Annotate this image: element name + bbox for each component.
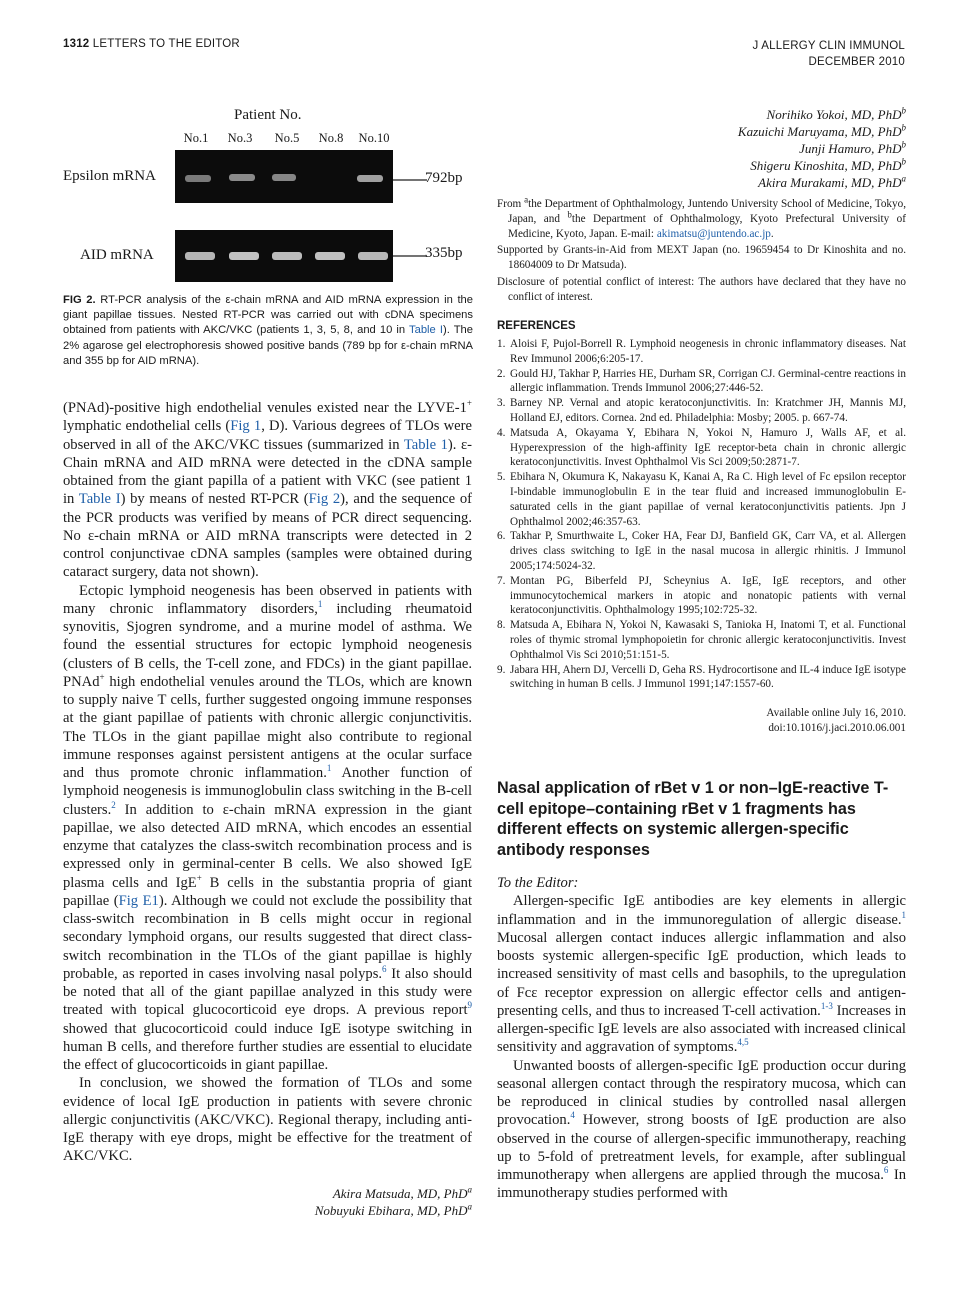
right-signatures	[497, 106, 906, 191]
reference-item: 5. Ebihara N, Okumura K, Nakayasu K, Kanai A, Ra C. High level of Fc epsilon receptor I-bindable immunoglobulin E in the tear fluid and increased immunoglobulin E-saturated cells in the giant papillae of vernal keratoconjunctivitis patients. Jpn J Ophthalmol 2002;46:357-63.	[497, 471, 906, 528]
figure-caption: FIG 2. RT-PCR analysis of the ε-chain mRNA and AID mRNA expression in the giant papillae tissues. Nested RT-PCR was carried out with cDNA specimens obtained from patients with AKC/VKC (patients 1, 3, 5, 8, and 10 in Table I). The 2% agarose gel electrophoresis showed positive bands (789 bp for ε-chain mRNA and 355 bp for AID mRNA).	[63, 294, 473, 367]
figure-link[interactable]: Fig E1	[118, 892, 159, 909]
journal-name: J ALLERGY CLIN IMMUNOL	[752, 40, 905, 52]
issue-date: DECEMBER 2010	[808, 56, 905, 68]
ref-link[interactable]: 4,5	[737, 1037, 749, 1048]
paragraph: In conclusion, we showed the formation of TLOs and some evidence of local IgE production in patients with severe chronic allergic conjunctivitis (AKC/VKC). Regional therapy, including anti-IgE therapy with eye drops, might be effective for the treatment of AKC/VKC.	[63, 1075, 472, 1165]
running-header-right	[753, 38, 905, 70]
paragraph: (PNAd)-positive high endothelial venules existed near the LYVE-1+ lymphatic endothelial cells (Fig 1, D). Various degrees of TLOs were observed in all of the AKC/VKC tissues (summarized in Table 1). ε-Chain mRNA and AID mRNA were detected in the cDNA sample obtained from the giant papilla of a patient with VKC (see patient 1 in Table I) by means of nested RT-PCR (Fig 2), and the sequence of the PCR products was verified by means of PCR direct sequencing. No ε-chain mRNA or AID mRNA transcripts were detected in 2 control conjunctivae cDNA samples (samples were obtained during cataract surgery, data not shown).	[63, 398, 472, 581]
page-number: 1312	[63, 38, 90, 50]
lane-label: No.8	[318, 131, 344, 145]
ref-link[interactable]: 6	[382, 963, 387, 974]
lane-label: No.1	[183, 131, 209, 145]
epsilon-gel	[175, 150, 393, 203]
lane-label: No.5	[274, 131, 300, 145]
author-signature: Akira Murakami, MD, PhD$^a$	[758, 173, 906, 190]
aid-gel	[175, 230, 393, 282]
caption-label: FIG 2.	[63, 294, 96, 306]
author-signature: Norihiko Yokoi, MD, PhD$^b$	[766, 105, 906, 122]
ref-link[interactable]: 6	[883, 1165, 889, 1176]
right-column-body	[497, 874, 906, 1203]
figure-link[interactable]: Fig 2	[308, 491, 341, 508]
reference-item: 1. Aloisi F, Pujol-Borrell R. Lymphoid neogenesis in chronic inflammatory diseases. Nat Rev Immunol 2006;6:205-17.	[497, 338, 906, 365]
ref-link[interactable]: 1	[901, 909, 906, 920]
reference-item: 2. Gould HJ, Takhar P, Harries HE, Durham SR, Corrigan CJ. Germinal-centre reactions in allergic inflammation. Trends Immunol 2006;27:446-52.	[497, 367, 906, 395]
lane-label: No.10	[358, 131, 390, 145]
reference-item: 3. Barney NP. Vernal and atopic keratoconjunctivitis. In: Kratchmer JH, Mannis MJ, Holland EJ, editors. Cornea. 2nd ed. Philadelphia: Mosby; 2005. p. 667-74.	[497, 397, 906, 424]
ref-link[interactable]: 1	[317, 598, 323, 609]
section-name: LETTERS TO THE EDITOR	[92, 38, 240, 50]
figure-title: Patient No.	[234, 107, 302, 123]
epsilon-band-size: 792bp	[425, 170, 463, 186]
online-date: Available online July 16, 2010.	[766, 707, 906, 719]
article-header	[497, 778, 906, 860]
figure-2	[63, 100, 475, 290]
ref-link[interactable]: 1-3	[820, 1000, 833, 1011]
aid-row-label: AID mRNA	[80, 247, 154, 263]
article-title: Nasal application of rBet v 1 or non–IgE-reactive T-cell epitope–containing rBet v 1 fragments has different effects on systemic allergen-specific antibody responses	[497, 779, 889, 859]
reference-item: 8. Matsuda A, Ebihara N, Yokoi N, Kawasaki S, Tanioka H, Inatomi T, et al. Functional roles of thymic stromal lymphopoietin for chronic allergic keratoconjunctivitis. Invest Ophthalmol Vis Sci 2010;51:151-5.	[497, 619, 906, 661]
salutation: To the Editor:	[497, 875, 579, 891]
author-signature: Kazuichi Maruyama, MD, PhD$^b$	[737, 122, 906, 139]
reference-item: 9. Jabara HH, Ahern DJ, Vercelli D, Geha RS. Hydrocortisone and IL-4 induce IgE isotype switching in human B cells. J Immunol 1991;147:1557-60.	[497, 663, 906, 691]
ref-link[interactable]: 4	[570, 1110, 575, 1121]
references-heading: REFERENCES	[497, 320, 576, 332]
aid-band-size: 335bp	[425, 245, 463, 261]
author-signature: Shigeru Kinoshita, MD, PhD$^b$	[750, 156, 906, 173]
affiliations	[497, 194, 906, 307]
author-signature: Akira Matsuda, MD, PhD$^a$	[332, 1184, 472, 1201]
email-link[interactable]: akimatsu@juntendo.ac.jp	[656, 227, 771, 240]
table-link[interactable]: Table 1	[403, 436, 448, 453]
reference-item: 4. Matsuda A, Okayama Y, Ebihara N, Yokoi N, Hamuro J, Walls AF, et al. Hyperexpression of the high-affinity IgE receptor-beta chain in chronic allergic keratoconjunctivitis. Invest Ophthalmol Vis Sci 2009;50:2871-7.	[497, 426, 906, 469]
references-section	[497, 320, 906, 692]
running-header-left	[63, 38, 240, 50]
paragraph: Unwanted boosts of allergen-specific IgE production occur during seasonal allergen contact through the respiratory mucosa, which can be reproduced in clinical studies by controlled nasal allergen provocation.$^4$ However, strong boosts of IgE production are also observed in the course of allergen-specific immunotherapy, reaching up to 5-fold of pretreatment levels, for example, after sublingual immunotherapy when allergens are applied through the mucosa.$^6$ In immunotherapy studies performed with	[497, 1057, 906, 1202]
table-link[interactable]: Table I	[78, 491, 121, 508]
figure-link[interactable]: Fig 1	[230, 418, 262, 435]
lane-label: No.3	[227, 131, 253, 145]
disclosure-note: Disclosure of potential conflict of interest: The authors have declared that they have no conflict of interest.	[497, 275, 906, 303]
availability-note	[497, 706, 906, 736]
left-signatures	[63, 1185, 472, 1219]
author-signature: Junji Hamuro, PhD$^b$	[799, 139, 906, 156]
ref-link[interactable]: 1	[326, 763, 332, 774]
epsilon-row-label: Epsilon mRNA	[63, 168, 156, 184]
reference-item: 7. Montan PG, Biberfeld PJ, Scheynius A. IgE, IgE receptors, and other immunocytochemical markers in atopic and nonatopic patients with vernal keratoconjunctivitis. Ophthalmology 1995;102:725-32.	[497, 574, 906, 617]
references-list	[497, 337, 906, 692]
paragraph: Allergen-specific IgE antibodies are key elements in allergic inflammation and in the immunoregulation of allergic disease.$^1$ Mucosal allergen contact induces allergic inflammation and also boosts systemic allergen-specific IgE production, which leads to increased sensitivity of mast cells and basophils, to the upregulation of Fcε receptor expression on allergic effector cells and antigen-presenting cells, and thus to increased T-cell activation.$^{1-3}$ Increases in allergen-specific IgE levels are also associated with increased clinical sensitivity and aggravation of symptoms.$^{4,5}$	[497, 893, 906, 1056]
doi: doi:10.1016/j.jaci.2010.06.001	[768, 721, 906, 734]
paragraph: Ectopic lymphoid neogenesis has been observed in patients with many chronic inflammatory disorders,$^1$ including rheumatoid synovitis, Sjogren syndrome, and a murine model of asthma. We found the essential structures for ectopic lymphoid neogenesis (clusters of B cells, the T-cell zone, and FDCs) in the giant papillae. PNAd+ high endothelial venules around the TLOs, which are known to supply naive T cells, further suggested ongoing immune responses at the giant papillae of patients with chronic allergic conjunctivitis. The TLOs in the giant papillae might also contribute to regional immune responses against persistent antigens at the ocular surface and thus promote chronic inflammation.$^1$ Another function of lymphoid neogenesis is immunoglobulin class switching in the B-cell clusters.$^2$ In addition to ε-chain mRNA expression in the giant papillae, we also detected AID mRNA, which encodes an essential enzyme that catalyzes the class-switch recombination process and is expressed only in germinal-center B cells. We also showed IgE plasma cells and IgE+ B cells in the substantia propria of giant papillae (Fig E1). Although we could not exclude the possibility that class-switch recombination in B cells might occur in regional secondary lymphoid organs, our results suggested that direct class-switch recombination in the TLOs of the giant papillae is highly probable, as reported in cases involving nasal polyps.$^6$ It also should be noted that all of the giant papillae analyzed in this study were treated with topical glucocorticoid eye drops. A previous report$^9$ showed that glucocorticoid could induce IgE isotype switching in human B cells, and therefore further studies are essential to elucidate the effect of glucocorticoids in giant papillae.	[63, 582, 472, 1073]
funding-note: Supported by Grants-in-Aid from MEXT Japan (no. 19659454 to Dr Kinoshita and no. 18604009 to Dr Matsuda).	[497, 244, 906, 272]
ref-link[interactable]: 2	[111, 799, 116, 810]
table-link[interactable]: Table I	[409, 324, 443, 337]
affiliation-note: From $^a$the Department of Ophthalmology, Juntendo University School of Medicine, Tokyo, Japan, and $^b$the Department of Ophthalmology, Kyoto Prefectural University of Medicine, Kyoto, Japan. E-mail: akimatsu@juntendo.ac.jp.	[497, 194, 906, 240]
author-signature: Nobuyuki Ebihara, MD, PhD$^a$	[314, 1201, 472, 1218]
ref-link[interactable]: 9	[467, 1000, 472, 1011]
left-column-body	[63, 399, 472, 1166]
reference-item: 6. Takhar P, Smurthwaite L, Coker HA, Fear DJ, Banfield GK, Carr VA, et al. Allergen drives class switching to IgE in the nasal mucosa in allergic rhinitis. J Immunol 2005;174:5024-32.	[497, 530, 906, 572]
